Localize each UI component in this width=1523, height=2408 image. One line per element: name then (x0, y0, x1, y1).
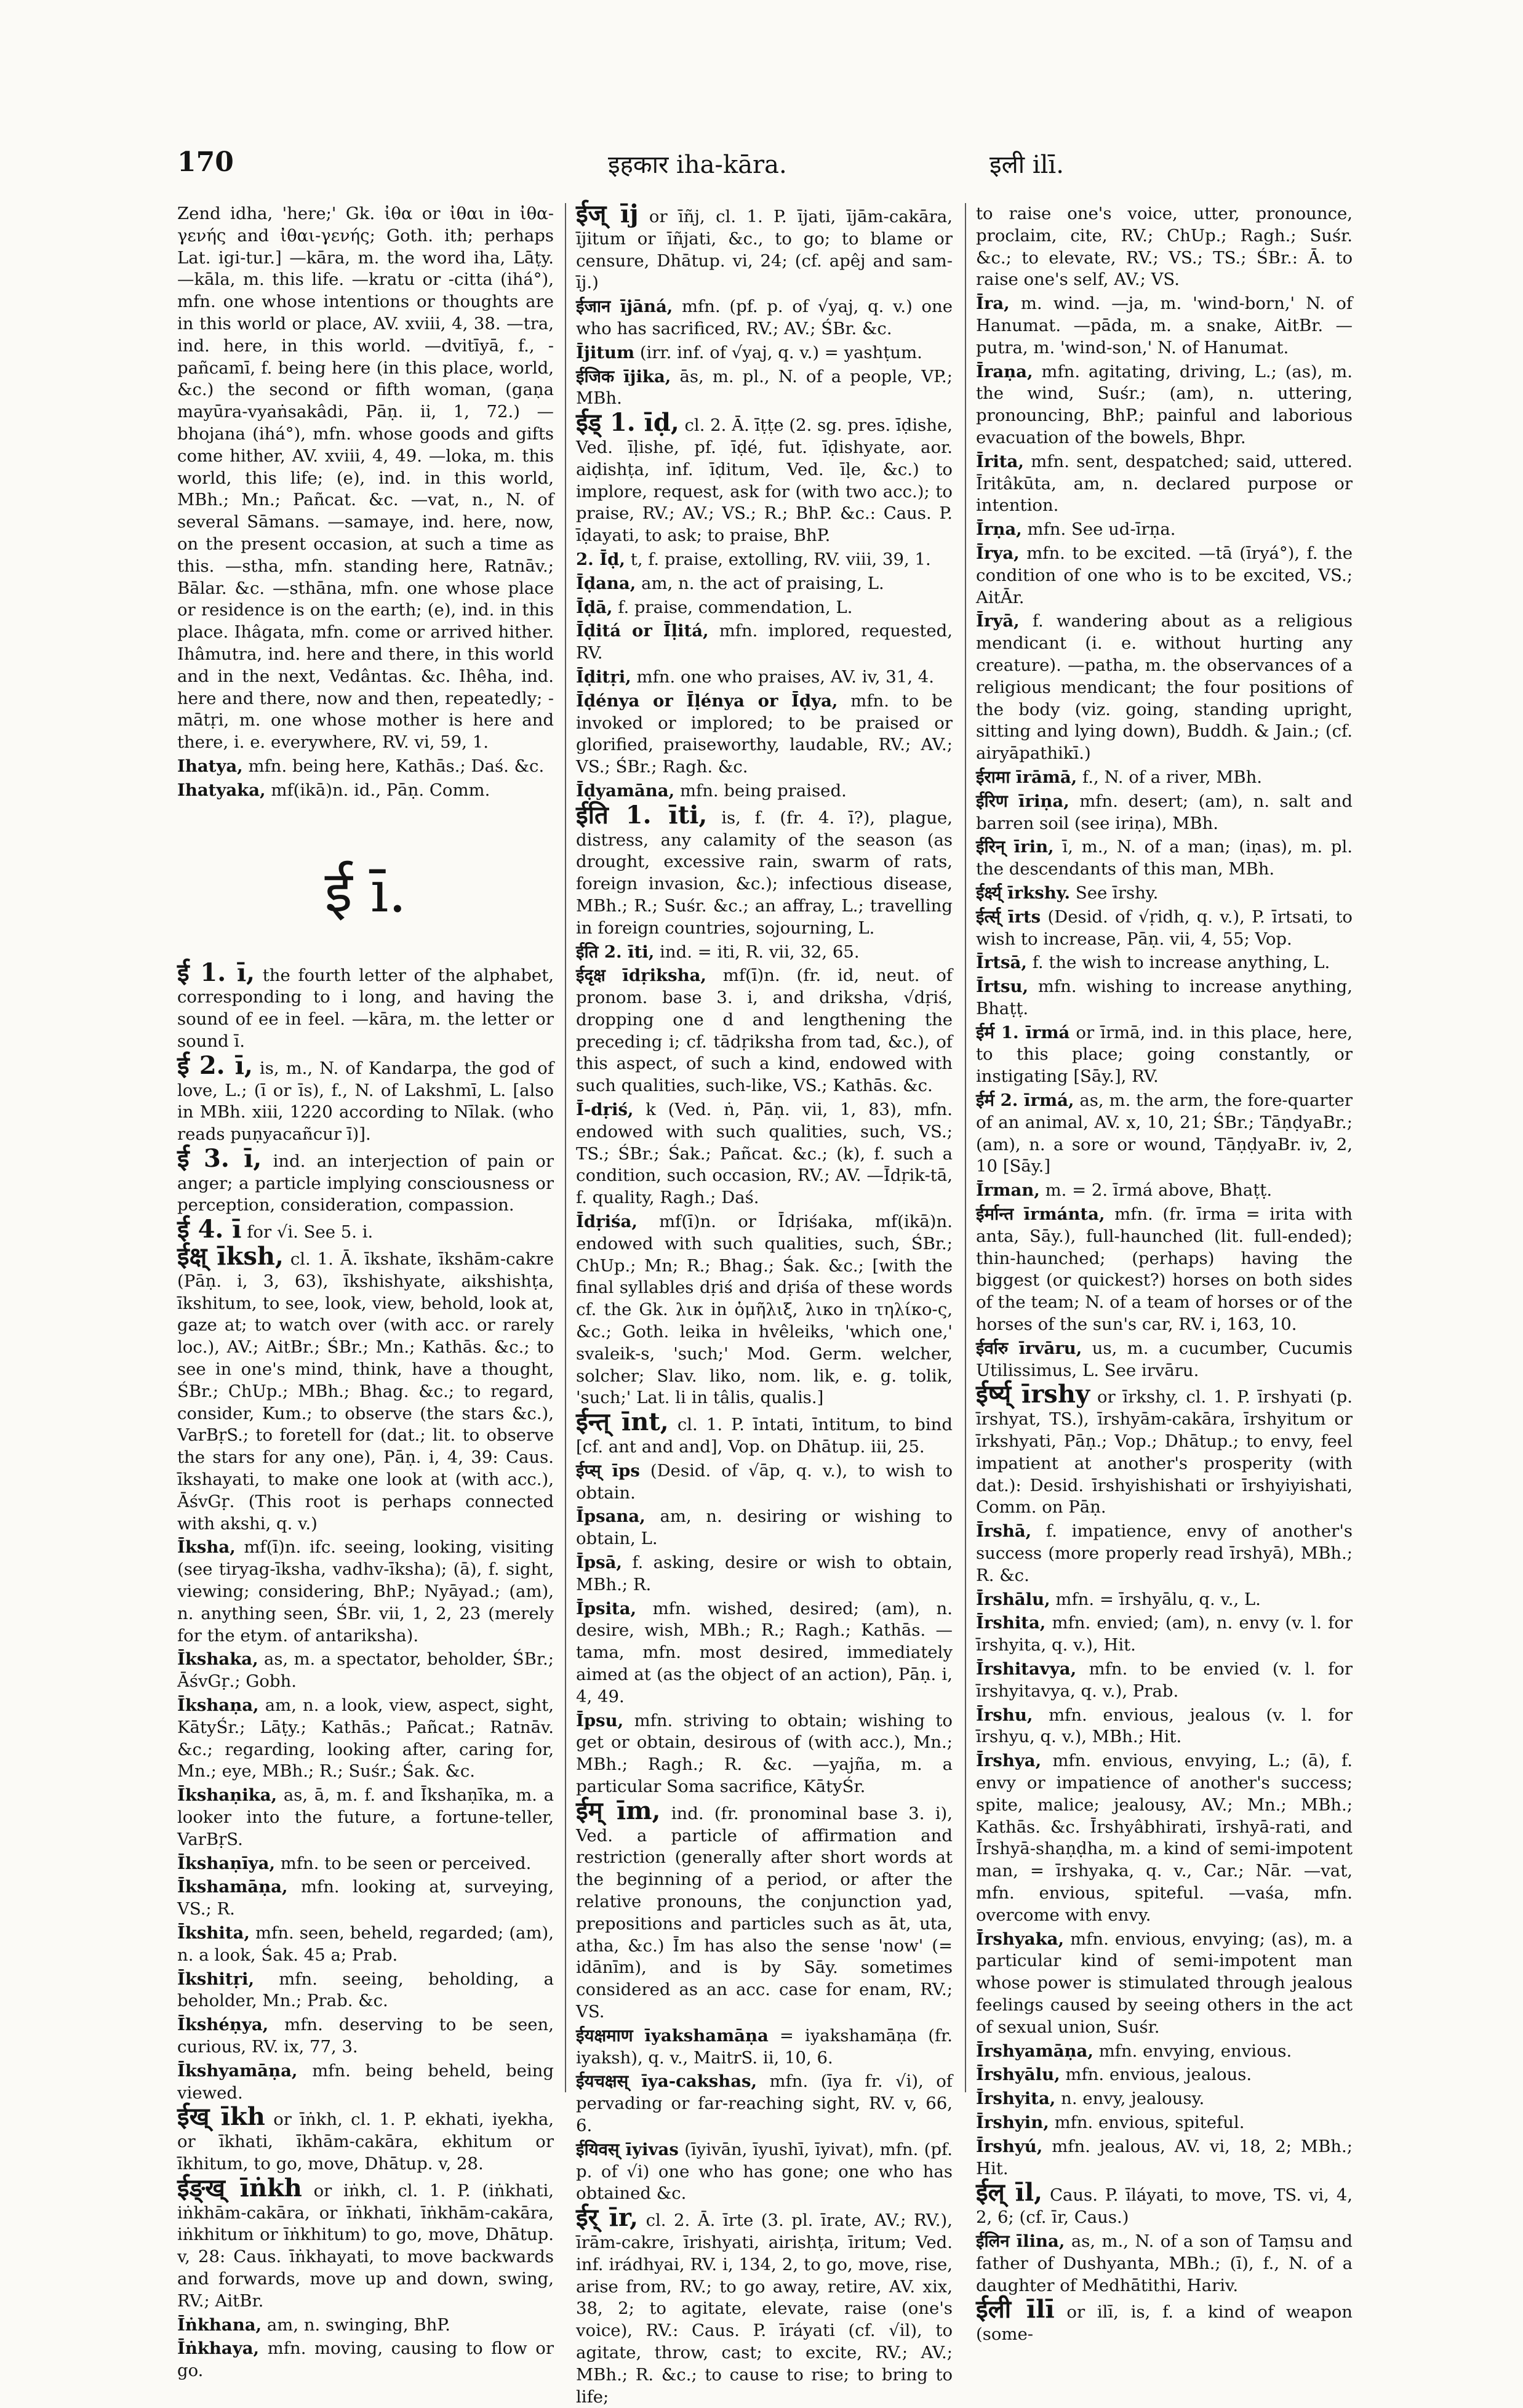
dictionary-entry (576, 2071, 953, 2137)
entry-headword: ईजान ījāná, (576, 297, 673, 317)
entry-definition: n. envy, jealousy. (1061, 2089, 1205, 2109)
entry-headword: Īrshā, (976, 1521, 1032, 1542)
entry-headword: Īkshyamāṇa, (177, 2060, 298, 2081)
entry-definition: mfn. envious, jealous. (1065, 2065, 1252, 2085)
dictionary-entry (576, 1211, 953, 1409)
entry-definition: k (Ved. ṅ, Pāṇ. vii, 1, 83), mfn. endowed with such qualities, such, VS.; TS.; ŚBr.; Śak.; Pañcat. &c.; (k), f. such a condition, such occasion, RV.; AV. —Īdṛik-tā, f. quality, Ragh.; Daś. (576, 1100, 953, 1208)
entry-definition: ī, m., N. of a man; (iṇas), m. pl. the descendants of this man, MBh. (976, 837, 1353, 879)
dictionary-entry (177, 2060, 554, 2105)
entry-definition: to raise one's voice, utter, pronounce, proclaim, cite, RV.; ChUp.; Ragh.; Suśr. &c.; to elevate, RV.; VS.; TS.; ŚBr.: Ā. to raise one's self, AV.; VS. (976, 204, 1353, 290)
entry-definition: am, n. swinging, BhP. (266, 2314, 450, 2335)
dictionary-entry (177, 1143, 554, 1217)
entry-headword: Īrshita, (976, 1613, 1046, 1633)
entry-definition: or īṅkh, cl. 1. P. ekhati, iyekha, or īkhati, īkhām-cakāra, ekhitum or īkhitum, to go, move, Dhātup. v, 28. (177, 2110, 554, 2174)
dictionary-entry (177, 2314, 554, 2337)
entry-headword: ई 4. ī (177, 1215, 242, 1244)
entry-definition: the fourth letter of the alphabet, corresponding to i long, and having the sound of ee in feel. —kāra, m. the letter or sound ī. (177, 965, 554, 1051)
dictionary-entry (976, 791, 1353, 835)
dictionary-entry (976, 1338, 1353, 1382)
entry-definition: mfn. jealous, AV. vi, 18, 2; MBh.; Hit. (976, 2136, 1353, 2178)
entry-headword: Īḍitṛi, (576, 666, 631, 687)
dictionary-entry (177, 1215, 554, 1244)
entry-headword: ईर्ष्य् īrshy (976, 1380, 1090, 1409)
entry-headword: ईरामा īrāmā, (976, 767, 1077, 787)
dictionary-entry (177, 756, 554, 778)
dictionary-entry (177, 2102, 554, 2175)
entry-definition: or īrkshy, cl. 1. P. īrshyati (p. īrshyat, TS.), īrshyām-cakāra, īrshyitum or īrkshyati, Pāṇ.; Vop.; Dhātup.; to envy, feel impatient at another's prosperity (with dat.): Desid. īrshyishishati or īrshyiyishati, Comm. on Pāṇ. (976, 1387, 1353, 1518)
entry-definition: as, m. the arm, the fore-quarter of an animal, AV. x, 10, 21; ŚBr.; TāṇḍyaBr.; (am), n. a sore or wound, TāṇḍyaBr. iv, 2, 10 [Sāy.] (976, 1090, 1353, 1177)
entry-headword: Īḍénya or Īḷénya or Īḍya, (576, 690, 838, 711)
dictionary-entry (976, 1180, 1353, 1202)
entry-headword: Īrshyālu, (976, 2065, 1060, 2085)
entry-definition: f. impatience, envy of another's success (more properly read īrshyā), MBh.; R. &c. (976, 1521, 1353, 1585)
dictionary-entry (976, 543, 1353, 609)
dictionary-entry (976, 1658, 1353, 1703)
dictionary-entry (576, 690, 953, 778)
entry-definition: mfn. implored, requested, RV. (576, 621, 953, 663)
entry-headword: Īdṛiśa, (576, 1212, 638, 1232)
dictionary-entry (177, 780, 554, 802)
entry-definition: mfn. being beheld, being viewed. (177, 2060, 554, 2103)
entry-headword: Īkshamāṇa, (177, 1877, 288, 1897)
entry-headword: Ihatyaka, (177, 780, 266, 800)
entry-definition: or īrmā, ind. in this place, here, to this place; going constantly, or instigating [Sāy.], RV. (976, 1022, 1353, 1087)
entry-headword: Īkshaka, (177, 1649, 258, 1670)
entry-definition: f. praise, commendation, L. (618, 597, 853, 617)
entry-headword: ईलिन īlina, (976, 2231, 1065, 2251)
dictionary-entry (576, 2203, 953, 2408)
entry-headword: Īrshitavya, (976, 1659, 1077, 1679)
entry-headword: Īrshyú, (976, 2136, 1043, 2156)
entry-headword: Īrshu, (976, 1705, 1033, 1725)
dictionary-entry (576, 965, 953, 1097)
dictionary-entry (976, 2041, 1353, 2063)
entry-headword: ईयिवस् īyivas (576, 2139, 679, 2159)
dictionary-entry (576, 1796, 953, 2023)
dictionary-entry (576, 342, 953, 364)
entry-headword: 2. Īḍ, (576, 549, 625, 569)
entry-definition: mfn. being here, Kathās.; Daś. &c. (248, 756, 545, 776)
entry-definition: mfn. (īya fr. √i), of pervading or far-reaching sight, RV. v, 66, 6. (576, 2071, 953, 2135)
dictionary-entry (976, 1022, 1353, 1088)
entry-headword: ईरिन् īrin, (976, 837, 1054, 857)
entry-definition: mf(ī)n. or Īdṛiśaka, mf(ikā)n. endowed with such qualities, such, ŚBr.; ChUp.; Mn; R.; Bhag.; Śak. &c.; [with the final syllables dṛiś and dṛiśa of these words cf. the Gk. λικ in ὁμῆλιξ, λικο in τηλίκο-ς, &c.; Goth. leika in hvêleiks, 'which one,' svaleik-s, 'such;' Mod. Germ. welcher, solcher; Slav. liko, nom. lik, e. g. tolik, 'such;' Lat. li in tâlis, qualis.] (576, 1212, 953, 1408)
dictionary-entry (177, 1242, 554, 1535)
entry-definition: us, m. a cucumber, Cucumis Utilissimus, L. See irvāru. (976, 1338, 1353, 1380)
entry-headword: ईख् īkh (177, 2102, 265, 2132)
entry-headword: Īkshita, (177, 1922, 250, 1943)
entry-headword: Īryā, (976, 611, 1020, 631)
entry-definition: m. = 2. īrmá above, Bhaṭṭ. (1045, 1180, 1273, 1201)
entry-definition: mfn. to be excited. —tā (īryá°), f. the condition of one who is to be excited, VS.; AitĀr. (976, 543, 1353, 607)
dictionary-entry (976, 2136, 1353, 2180)
dictionary-entry (576, 549, 953, 571)
dictionary-entry (976, 610, 1353, 765)
dictionary-entry (576, 296, 953, 340)
entry-headword: Ī-dṛiś, (576, 1100, 634, 1120)
dictionary-entry (976, 906, 1353, 951)
dictionary-entry (976, 1090, 1353, 1178)
dictionary-entry (976, 836, 1353, 881)
dictionary-entry (576, 1598, 953, 1708)
entry-definition: (Desid. of √ṛidh, q. v.), P. īrtsati, to wish to increase, Pāṇ. vii, 4, 55; Vop. (976, 906, 1353, 949)
entry-definition: mfn. to be invoked or implored; to be praised or glorified, praiseworthy, laudable, RV.; AV.; VS.; ŚBr.; Ragh. &c. (576, 690, 953, 777)
entry-headword: Īpsita, (576, 1598, 637, 1618)
dictionary-entry (177, 1537, 554, 1647)
dictionary-entry (177, 1876, 554, 1921)
entry-definition: mfn. desert; (am), n. salt and barren soil (see iriṇa), MBh. (976, 791, 1353, 833)
entry-definition: cl. 1. Ā. īkshate, īkshām-cakre (Pāṇ. i, 3, 63), īkshishyate, aikshishṭa, īkshitum, to see, look, view, behold, look at, gaze at; to watch over (with acc. or rarely loc.), AV.; AitBr.; ŚBr.; Mn.; Kathās. &c.; to see in one's mind, think, have a thought, ŚBr.; ChUp.; MBh.; Bhag. &c.; to regard, consider, Kum.; to observe (the stars &c.), VarBṛS.; to foretell for (dat.; lit. to observe the stars for any one), Pāṇ. i, 4, 39: Caus. īkshayati, to make one look at (with acc.), ĀśvGṛ. (This root is perhaps connected with akshi, q. v.) (177, 1249, 554, 1534)
entry-headword: ईर्म 1. īrmá (976, 1022, 1070, 1042)
dictionary-entry (976, 767, 1353, 789)
entry-definition: mf(ī)n. ifc. seeing, looking, visiting (see tiryag-īksha, vadhv-īksha); (ā), f. sight, viewing; considering, BhP.; Nyāyad.; (am), n. anything seen, ŚBr. vii, 1, 2, 23 (merely for the etym. of antariksha). (177, 1537, 554, 1646)
entry-definition: mfn. wished, desired; (am), n. desire, wish, MBh.; R.; Ragh.; Kathās. —tama, mfn. most desired, immediately aimed at (as the object of an action), Pāṇ. i, 4, 49. (576, 1598, 953, 1706)
entry-headword: ईर् īr, (576, 2203, 639, 2233)
entry-definition: mfn. envious, envying; (as), m. a particular kind of semi-impotent man whose power is stimulated through jealous feelings caused by seeing others in the act of sexual union, Suśr. (976, 1929, 1353, 2037)
entry-headword: ईली īlī (976, 2295, 1055, 2324)
entry-definition: f., N. of a river, MBh. (1082, 767, 1263, 787)
entry-definition: am, n. a look, view, aspect, sight, KātyŚr.; Lāṭy.; Kathās.; Pañcat.; Ratnāv. &c.; regarding, looking after, caring for, Mn.; eye, MBh.; R.; Suśr.; Śak. &c. (177, 1695, 554, 1782)
entry-headword: ईर्क्ष्य् īrkshy. (976, 882, 1071, 903)
entry-headword: Īṅkhaya, (177, 2338, 260, 2359)
entry-headword: ईड् 1. īḍ, (576, 408, 679, 438)
entry-headword: Īpsā, (576, 1553, 622, 1573)
dictionary-entry (576, 573, 953, 595)
entry-definition: cl. 1. P. īntati, īntitum, to bind [cf. ant and and], Vop. on Dhātup. iii, 25. (576, 1415, 953, 1457)
entry-headword: Īrman, (976, 1180, 1040, 1201)
entry-definition: (Desid. of √āp, q. v.), to wish to obtain. (576, 1460, 953, 1503)
entry-definition: t, f. praise, extolling, RV. viii, 39, 1. (630, 549, 931, 569)
dictionary-entry (576, 666, 953, 689)
entry-definition: ind. an interjection of pain or anger; a particle implying consciousness or perception, consideration, compassion. (177, 1151, 554, 1215)
dictionary-entry (976, 1929, 1353, 2039)
entry-headword: ईति 1. īti, (576, 800, 708, 830)
dictionary-entry (976, 952, 1353, 974)
entry-headword: Īrshālu, (976, 1589, 1050, 1609)
dictionary-entry (177, 203, 554, 754)
dictionary-entry (576, 2025, 953, 2070)
entry-definition: mfn. wishing to increase anything, Bhaṭṭ. (976, 977, 1353, 1018)
entry-headword: ईङ्ख् īṅkh (177, 2173, 302, 2202)
entry-headword: Īkshitṛi, (177, 1969, 255, 1989)
entry-headword: Īkshaṇika, (177, 1785, 278, 1806)
entry-headword: ईम् īm, (576, 1796, 661, 1825)
dictionary-entry (976, 2088, 1353, 2110)
entry-definition: f. asking, desire or wish to obtain, MBh.; R. (576, 1553, 953, 1594)
dictionary-entry (177, 1695, 554, 1783)
entry-headword: Īrshya, (976, 1751, 1042, 1771)
entry-headword: ईज् īj (576, 199, 639, 228)
dictionary-entry (976, 451, 1353, 517)
entry-definition: mfn. one who praises, AV. iv, 31, 4. (636, 666, 935, 687)
entry-definition: mfn. envious, spiteful. (1054, 2112, 1245, 2132)
entry-definition: for √i. See 5. i. (247, 1222, 374, 1242)
entry-definition: mfn. = īrshyālu, q. v., L. (1055, 1589, 1261, 1609)
dictionary-entry (576, 199, 953, 294)
column-rule (565, 203, 566, 2092)
dictionary-entry (976, 1750, 1353, 1926)
dictionary-entry (976, 1705, 1353, 1749)
entry-definition: See īrshy. (1075, 882, 1159, 903)
dictionary-entry (576, 1552, 953, 1596)
dictionary-entry (576, 942, 953, 964)
entry-headword: Īra, (976, 294, 1010, 314)
entry-definition: mfn. looking at, surveying, VS.; R. (177, 1877, 554, 1919)
entry-definition: cl. 2. Ā. īrte (3. pl. īrate, AV.; RV.), īrām-cakre, īrishyati, airishṭa, īritum; Ved. inf. irádhyai, RV. i, 134, 2, to go, move, rise, arise from, RV.; to go away, retire, AV. xix, 38, 2; to agitate, elevate, raise (one's voice), RV.: Caus. P. īráyati (cf. √il), to agitate, throw, cast; to excite, RV.; AV.; MBh.; R. &c.; to cause to rise; to bring to life; (576, 2210, 953, 2407)
entry-definition: ind. = iti, R. vii, 32, 65. (660, 942, 860, 962)
dictionary-entry (576, 780, 953, 802)
entry-definition: or ilī, is, f. a kind of weapon (some- (976, 2302, 1353, 2345)
columns (177, 199, 1353, 2407)
entry-definition: f. the wish to increase anything, L. (1032, 953, 1330, 973)
entry-headword: Īksha, (177, 1537, 236, 1558)
entry-headword: Īkshéṇya, (177, 2015, 269, 2035)
entry-headword: Ihatya, (177, 756, 243, 776)
entry-definition: ind. (fr. pronominal base 3. i), Ved. a particle of affirmation and restriction (generally after short words at the beginning of a period, or after the relative pronouns, the conjunction yad, prepositions and particles such as āt, uta, atha, &c.) Īm has also the sense 'now' (= idānīm), and is by Sāy. sometimes considered as an acc. case for enam, RV.; VS. (576, 1803, 953, 2022)
dictionary-entry (976, 1589, 1353, 1611)
dictionary-entry (177, 1050, 554, 1146)
entry-definition: am, n. desiring or wishing to obtain, L. (576, 1506, 953, 1549)
entry-headword: ईर्वारु īrvāru, (976, 1338, 1082, 1358)
entry-definition: = iyakshamāṇa (fr. iyaksh), q. v., MaitrS. ii, 10, 6. (576, 2025, 953, 2068)
dictionary-entry (177, 1969, 554, 2013)
entry-definition: mfn. sent, despatched; said, uttered. Īritâkūta, am, n. declared purpose or intention. (976, 451, 1353, 516)
dictionary-entry (576, 1099, 953, 1209)
entry-definition: Zend idha, 'here;' Gk. ἰθα or ἰθαι in ἰθα-γενής and ἰθαι-γενής; Goth. ith; perhaps Lat. igi-tur.] —kāra, m. the word iha, Lāṭy. —kāla, m. this life. —kratu or -citta (ihá°), mfn. one whose intentions or thoughts are in this world or place, AV. xviii, 4, 38. —tra, ind. here, in this world. —dvitīyā, f., -pañcamī, f. being here (in this place, world, &c.) the second or fifth woman, (gaṇa mayūra-vyaṅsakâdi, Pāṇ. ii, 1, 72.) —bhojana (ihá°), mfn. whose goods and gifts come hither, AV. xviii, 4, 49. —loka, m. this world, this life; (e), ind. in this world, MBh.; Mn.; Pañcat. &c. —vat, n., N. of several Sāmans. —samaye, ind. here, now, on the present occasion, at such a time as this. —stha, mfn. standing here, Ratnāv.; Bālar. &c. —sthāna, mfn. one whose place or residence is on the earth; (e), ind. in this place. Ihâgata, mfn. come or arrived hither. Ihâmutra, ind. here and there, in this world and in the next, Vedântas. &c. Ihêha, ind. here and there, now and then, repeatedly; -mātṛi, m. one whose mother is here and there, i. e. everywhere, RV. vi, 59, 1. (177, 204, 554, 753)
entry-definition: mfn. See ud-īrṇa. (1027, 519, 1176, 540)
entry-definition: mfn. to be seen or perceived. (280, 1853, 532, 1873)
entry-headword: Īpsu, (576, 1710, 624, 1730)
dictionary-entry (976, 2112, 1353, 2134)
dictionary-entry (576, 1460, 953, 1505)
dictionary-entry (976, 203, 1353, 291)
dictionary-entry (576, 800, 953, 940)
entry-definition: mfn. envious, envying, L.; (ā), f. envy or impatience of another's success; spite, malice; jealousy, AV.; Mn.; MBh.; Kathās. &c. Īrshyâbhirati, īrshyā-rati, and Īrshyā-shaṇḍha, m. a kind of semi-impotent man, = īrshyaka, q. v., Car.; Nār. —vat, mfn. envious, spiteful. —vaśa, mfn. overcome with envy. (976, 1751, 1353, 1925)
entry-definition: mfn. striving to obtain; wishing to get or obtain, desirous of (with acc.), Mn.; MBh.; Ragh.; R. &c. —yajña, m. a particular Soma sacrifice, KātyŚr. (576, 1710, 953, 1796)
dictionary-entry (976, 1521, 1353, 1586)
entry-headword: Īṅkhana, (177, 2314, 262, 2335)
dictionary-entry (177, 958, 554, 1053)
entry-definition: f. wandering about as a religious mendicant (i. e. without hurting any creature). —patha, m. the observances of a religious mendicant; the four positions of the body (viz. going, standing upright, sitting and lying down), Buddh. & Jain.; (cf. airyāpathikī.) (976, 611, 1353, 764)
entry-headword: Ījitum (576, 342, 635, 362)
entry-headword: ईर्मान्त īrmánta, (976, 1204, 1105, 1225)
entry-headword: ईल् īl, (976, 2178, 1043, 2207)
dictionary-entry (177, 2173, 554, 2313)
entry-headword: ईरिण īriṇa, (976, 791, 1069, 811)
dictionary-entry (976, 1612, 1353, 1657)
entry-headword: Īrtsu, (976, 977, 1029, 997)
entry-headword: ई 2. ī, (177, 1050, 253, 1080)
entry-headword: Īrshyaka, (976, 1929, 1065, 1949)
entry-headword: Īrshyamāṇa, (976, 2041, 1093, 2061)
dictionary-entry (976, 361, 1353, 449)
dictionary-entry (177, 1853, 554, 1875)
entry-headword: ईन्त् īnt, (576, 1407, 669, 1437)
entry-headword: Īrya, (976, 543, 1020, 563)
entry-definition: cl. 2. Ā. īṭṭe (2. sg. pres. īḍishe, Ved. īḷishe, pf. īḍé, fut. īḍishyate, aor. aiḍishṭa, inf. īḍitum, Ved. īḷe, &c.) to implore, request, ask for (with two acc.); to praise, RV.; AV.; VS.; R.; BhP. &c.: Caus. P. īḍayati, to ask; to praise, BhP. (576, 415, 953, 546)
dictionary-entry (576, 1710, 953, 1798)
dictionary-entry (576, 597, 953, 619)
entry-headword: Īḍā, (576, 597, 613, 617)
entry-definition: or iṅkh, cl. 1. P. (iṅkhati, iṅkhām-cakāra, or īṅkhati, īṅkhām-cakāra, iṅkhitum or īṅkhitum) to go, move, Dhātup. v, 28: Caus. īṅkhayati, to move backwards and forwards, move up and down, swing, RV.; AitBr. (177, 2180, 554, 2311)
dictionary-entry (576, 366, 953, 410)
dictionary-entry (576, 2139, 953, 2205)
entry-headword: Īrshyin, (976, 2112, 1049, 2132)
entry-definition: is, m., N. of Kandarpa, the god of love, L.; (ī or īs), f., N. of Lakshmī, L. [also in MBh. xiii, 1220 according to Nīlak. (who reads puṇyacañcur ī)]. (177, 1058, 554, 1145)
dictionary-entry (576, 1407, 953, 1458)
column-1 (177, 203, 554, 2381)
entry-definition: mfn. (fr. īrma = irita with anta, Sāy.), full-haunched (lit. full-ended); thin-haunched; (perhaps) having the biggest (or quickest?) horses on both sides of the team; N. of a team of horses or of the horses of the sun's car, RV. i, 163, 10. (976, 1204, 1353, 1335)
dictionary-entry (177, 1649, 554, 1693)
dictionary-entry (177, 1785, 554, 1850)
dictionary-entry (976, 882, 1353, 905)
entry-definition: mf(ī)n. (fr. id, neut. of pronom. base 3. i, and driksha, √dṛiś, dropping one d and lengthening the preceding i; cf. tādṛiksha from tad, &c.), of this aspect, of such a kind, endowed with such qualities, such-like, VS.; Kathās. &c. (576, 966, 953, 1096)
entry-headword: ईयक्षमाण īyakshamāṇa (576, 2025, 769, 2046)
dictionary-entry (976, 293, 1353, 359)
entry-headword: ईप्स् īps (576, 1460, 640, 1481)
entry-headword: Īḍitá or Īḷitá, (576, 621, 709, 641)
entry-definition: mfn. moving, causing to flow or go. (177, 2338, 554, 2381)
entry-definition: or īñj, cl. 1. P. ījati, ījām-cakāra, ījitum or īñjati, &c., to go; to blame or censure, Dhātup. vi, 24; (cf. apêj and sam-īj.) (576, 207, 953, 293)
entry-headword: Īkshaṇa, (177, 1695, 259, 1716)
running-header (177, 146, 1353, 190)
column-3 (976, 203, 1353, 2345)
dictionary-entry (976, 2295, 1353, 2346)
entry-definition: m. wind. —ja, m. 'wind-born,' N. of Hanumat. —pāda, m. a snake, AitBr. —putra, m. 'wind-son,' N. of Hanumat. (976, 294, 1353, 358)
entry-definition: Caus. P. īláyati, to move, TS. vi, 4, 2, 6; (cf. īr, Caus.) (976, 2185, 1353, 2228)
entry-headword: Īrtsā, (976, 953, 1027, 973)
entry-definition: (irr. inf. of √yaj, q. v.) = yashṭum. (639, 342, 922, 362)
entry-headword: ई 3. ī, (177, 1143, 262, 1173)
entry-definition: mf(ikā)n. id., Pāṇ. Comm. (271, 780, 490, 800)
guide-word-right: इली ilī. (989, 151, 1064, 179)
entry-headword: Īḍyamāna, (576, 780, 675, 801)
entry-headword: Īraṇa, (976, 361, 1033, 382)
entry-definition: mfn. to be envied (v. l. for īrshyitavya, q. v.), Prab. (976, 1659, 1353, 1701)
column-rule (965, 203, 966, 2092)
dictionary-entry (976, 2178, 1353, 2229)
entry-definition: as, ā, m. f. and Īkshaṇīka, m. a looker into the future, a fortune-teller, VarBṛS. (177, 1785, 554, 1849)
guide-word-left: इहकार iha-kāra. (608, 151, 787, 179)
dictionary-entry (576, 1506, 953, 1550)
dictionary-entry (976, 2231, 1353, 2297)
dictionary-entry (576, 620, 953, 665)
entry-headword: Īḍana, (576, 573, 636, 593)
entry-headword: ईक्ष् īksh, (177, 1242, 284, 1271)
entry-definition: mfn. being praised. (679, 780, 847, 801)
entry-definition: as, m. a spectator, beholder, ŚBr.; ĀśvGṛ.; Gobh. (177, 1649, 554, 1692)
entry-headword: ईयचक्षस् īya-cakshas, (576, 2071, 758, 2092)
dictionary-entry (976, 519, 1353, 541)
entry-headword: Īpsana, (576, 1506, 646, 1527)
entry-definition: mfn. deserving to be seen, curious, RV. ix, 77, 3. (177, 2015, 554, 2057)
entry-definition: mfn. envied; (am), n. envy (v. l. for īrshyita, q. v.), Hit. (976, 1613, 1353, 1655)
entry-headword: ई 1. ī, (177, 958, 255, 987)
entry-definition: mfn. seeing, beholding, a beholder, Mn.; Prab. &c. (177, 1969, 554, 2011)
entry-definition: is, f. (fr. 4. ī?), plague, distress, any calamity of the season (as drought, excessive rain, swarm of rats, foreign invasion, &c.); infectious disease, MBh.; R.; Suśr. &c.; an affray, L.; travelling in foreign countries, sojourning, L. (576, 807, 953, 938)
page-number: 170 (177, 146, 234, 178)
entry-headword: Īrita, (976, 451, 1024, 471)
entry-headword: ईर्त्स् īrts (976, 906, 1041, 927)
section-letter-heading: ई ī. (324, 858, 407, 925)
entry-headword: Īkshaṇīya, (177, 1853, 276, 1873)
entry-definition: mfn. agitating, driving, L.; (as), m. the wind, Suśr.; (am), n. uttering, pronouncing, BhP.; painful and laborious evacuation of the bowels, Bhpr. (976, 361, 1353, 447)
entry-definition: am, n. the act of praising, L. (641, 573, 884, 593)
dictionary-entry (976, 1204, 1353, 1336)
entry-definition: mfn. envious, jealous (v. l. for īrshyu, q. v.), MBh.; Hit. (976, 1705, 1353, 1747)
entry-definition: (īyivān, īyushī, īyivat), mfn. (pf. p. of √i) one who has gone; one who has obtained &c. (576, 2139, 953, 2204)
entry-headword: Īrṇa, (976, 519, 1022, 540)
dictionary-entry (177, 1922, 554, 1967)
dictionary-entry (576, 408, 953, 547)
dictionary-entry (976, 1380, 1353, 1519)
entry-definition: mfn. (pf. p. of √yaj, q. v.) one who has sacrificed, RV.; AV.; ŚBr. &c. (576, 297, 953, 338)
entry-definition: mfn. envying, envious. (1098, 2041, 1292, 2061)
dictionary-entry (177, 2338, 554, 2382)
dictionary-entry (976, 976, 1353, 1020)
entry-definition: as, m., N. of a son of Taṃsu and father of Dushyanta, MBh.; (ī), f., N. of a daughter of Medhātithi, Hariv. (976, 2231, 1353, 2295)
entry-definition: ās, m. pl., N. of a people, VP.; MBh. (576, 366, 953, 409)
dictionary-entry (976, 2064, 1353, 2086)
entry-headword: Īrshyita, (976, 2089, 1056, 2109)
column-2 (576, 199, 953, 2407)
entry-headword: ईर्म 2. īrmá, (976, 1090, 1074, 1111)
entry-headword: ईदृक्ष īdṛiksha, (576, 966, 706, 986)
dictionary-entry (177, 2014, 554, 2058)
entry-headword: ईति 2. īti, (576, 942, 655, 962)
entry-definition: mfn. seen, beheld, regarded; (am), n. a look, Śak. 45 a; Prab. (177, 1922, 554, 1965)
entry-headword: ईजिक ījika, (576, 366, 671, 386)
